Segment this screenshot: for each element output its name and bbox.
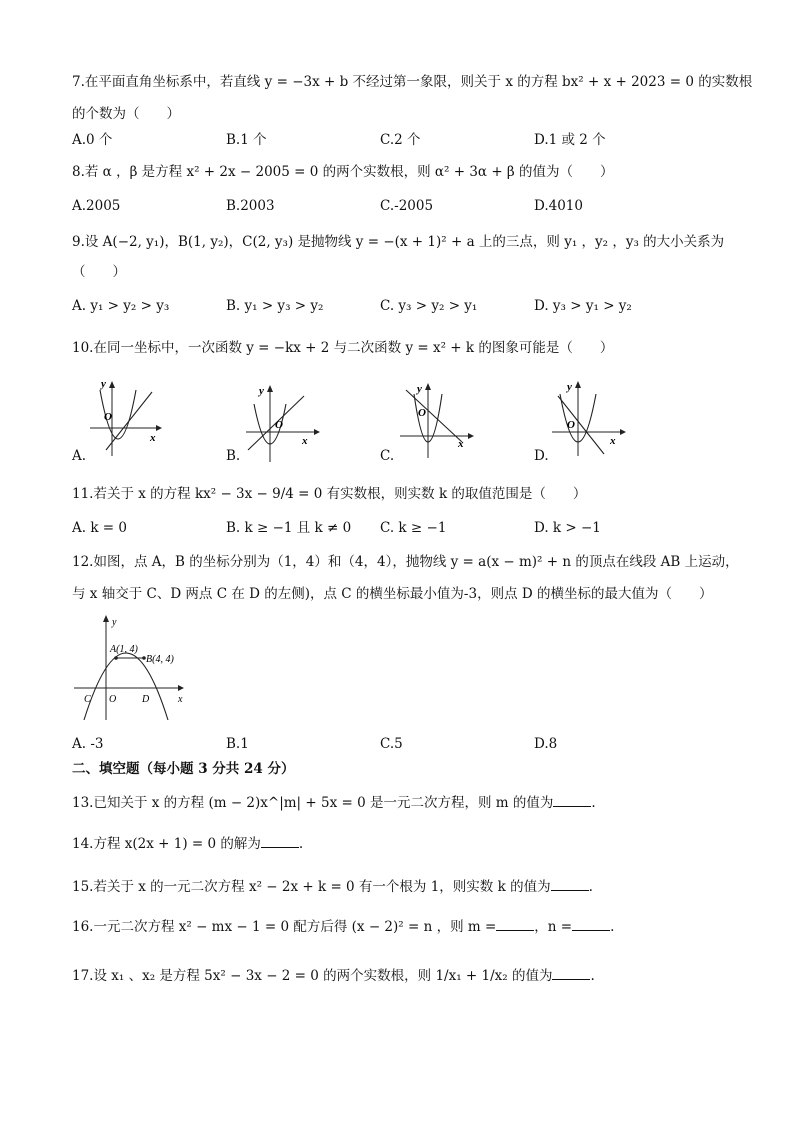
q7-option-a: A.0 个: [72, 132, 113, 148]
line: [106, 392, 152, 450]
q7-option-c: C.2 个: [380, 132, 421, 148]
label-y: y: [112, 617, 117, 628]
label-b: B(4, 4): [146, 654, 174, 665]
q9-option-b: B. y₁ > y₃ > y₂: [226, 298, 324, 314]
x-label: x: [302, 435, 308, 447]
label-x: x: [178, 694, 183, 705]
origin-label: O: [104, 411, 112, 423]
answer-blank[interactable]: [553, 794, 591, 807]
y-label: y: [101, 378, 106, 390]
q9-stem-line2: （ ）: [72, 264, 126, 280]
origin-label: O: [275, 419, 283, 431]
x-label: x: [150, 432, 156, 444]
q13-tail: .: [591, 795, 596, 811]
q12-option-d: D.8: [534, 736, 558, 752]
q9-option-d: D. y₃ > y₁ > y₂: [534, 298, 632, 314]
q7-option-b: B.1 个: [226, 132, 267, 148]
answer-blank-n[interactable]: [572, 918, 610, 931]
q8-option-c: C.-2005: [380, 198, 434, 214]
q17-text: 17.设 x₁ 、x₂ 是方程 5x² − 3x − 2 = 0 的两个实数根，则 1/x₁ + 1/x₂ 的值为: [72, 968, 553, 984]
q9-option-a: A. y₁ > y₂ > y₃: [72, 298, 170, 314]
q8-option-d: D.4010: [534, 198, 583, 214]
q11-option-d: D. k > −1: [534, 520, 601, 536]
q15-text: 15.若关于 x 的一元二次方程 x² − 2x + k = 0 有一个根为 1，则实数 k 的值为: [72, 879, 551, 895]
q11-option-c: C. k ≥ −1: [380, 520, 447, 536]
line: [558, 396, 604, 454]
y-label: y: [259, 385, 264, 397]
q15-tail: .: [588, 879, 593, 895]
answer-blank-m[interactable]: [496, 918, 534, 931]
y-label: y: [417, 383, 422, 395]
q8-option-b: B.2003: [226, 198, 275, 214]
q7-stem-line2: 的个数为（ ）: [72, 106, 180, 122]
q8-stem: 8.若 α ，β 是方程 x² + 2x − 2005 = 0 的两个实数根，则 α² + 3α + β 的值为（ ）: [72, 164, 614, 180]
q16-mid: ，n =: [534, 919, 573, 935]
q9-option-c: C. y₃ > y₂ > y₁: [380, 298, 478, 314]
point-a: [114, 656, 118, 660]
label-a: A(1, 4): [110, 644, 138, 655]
origin-label: O: [418, 407, 426, 419]
q10-stem: 10.在同一坐标中，一次函数 y = −kx + 2 与二次函数 y = x² + k 的图象可能是（ ）: [72, 340, 614, 356]
q14: [72, 834, 303, 854]
q12-stem-line2: 与 x 轴交于 C、D 两点 C 在 D 的左侧)，点 C 的横坐标最小值为-3，则点 D 的横坐标的最大值为（ ）: [72, 586, 713, 602]
answer-blank[interactable]: [261, 835, 299, 848]
answer-blank[interactable]: [551, 878, 589, 891]
q17-tail: .: [590, 968, 595, 984]
q16-text: 16.一元二次方程 x² − mx − 1 = 0 配方后得 (x − 2)² = n ，则 m =: [72, 919, 497, 935]
label-o: O: [109, 694, 117, 705]
label-d: D: [142, 694, 150, 705]
q16-tail: .: [610, 919, 615, 935]
q10-graph-d: [548, 378, 638, 456]
q17: [72, 966, 595, 986]
q10-graph-c: [394, 380, 484, 458]
section-title: 二、填空题（每小题 3 分共 24 分）: [72, 761, 295, 777]
q12-option-b: B.1: [226, 736, 249, 752]
q13-text: 13.已知关于 x 的方程 (m − 2)x^|m| + 5x = 0 是一元二次方程，则 m 的值为: [72, 795, 554, 811]
q14-text: 14.方程 x(2x + 1) = 0 的解为: [72, 836, 261, 852]
x-label: x: [458, 438, 464, 450]
answer-blank[interactable]: [552, 967, 590, 980]
q7-option-d: D.1 或 2 个: [534, 132, 606, 148]
q10-option-a: A.: [72, 448, 87, 464]
q10-graph-a: [86, 378, 176, 456]
q10-option-c: C.: [380, 448, 395, 464]
q11-option-b: B. k ≥ −1 且 k ≠ 0: [226, 520, 352, 536]
q10-option-b: B.: [226, 448, 241, 464]
x-label: x: [610, 435, 616, 447]
q15: [72, 877, 593, 897]
q12-figure: [72, 614, 192, 722]
q7-stem-line1: 7.在平面直角坐标系中，若直线 y = −3x + b 不经过第一象限，则关于 x 的方程 bx² + x + 2023 = 0 的实数根: [72, 74, 753, 90]
origin-label: O: [567, 419, 575, 431]
q11-option-a: A. k = 0: [72, 520, 127, 536]
q13: [72, 793, 596, 813]
q12-stem-line1: 12.如图，点 A，B 的坐标分别为（1，4）和（4，4），抛物线 y = a(x − m)² + n 的顶点在线段 AB 上运动，: [72, 554, 739, 570]
y-label: y: [567, 381, 572, 393]
q12-option-c: C.5: [380, 736, 403, 752]
label-c: C: [84, 694, 91, 705]
q10-graph-b: [240, 384, 330, 462]
q10-option-d: D.: [534, 448, 549, 464]
q12-option-a: A. -3: [72, 736, 104, 752]
q16: [72, 917, 614, 937]
q9-stem-line1: 9.设 A(−2, y₁)，B(1, y₂)，C(2, y₃) 是抛物线 y = −(x + 1)² + a 上的三点，则 y₁ ，y₂ ，y₃ 的大小关系为: [72, 234, 725, 250]
q14-tail: .: [298, 836, 304, 852]
q8-option-a: A.2005: [72, 198, 121, 214]
q11-stem: 11.若关于 x 的方程 kx² − 3x − 9/4 = 0 有实数根，则实数 k 的取值范围是（ ）: [72, 486, 587, 502]
